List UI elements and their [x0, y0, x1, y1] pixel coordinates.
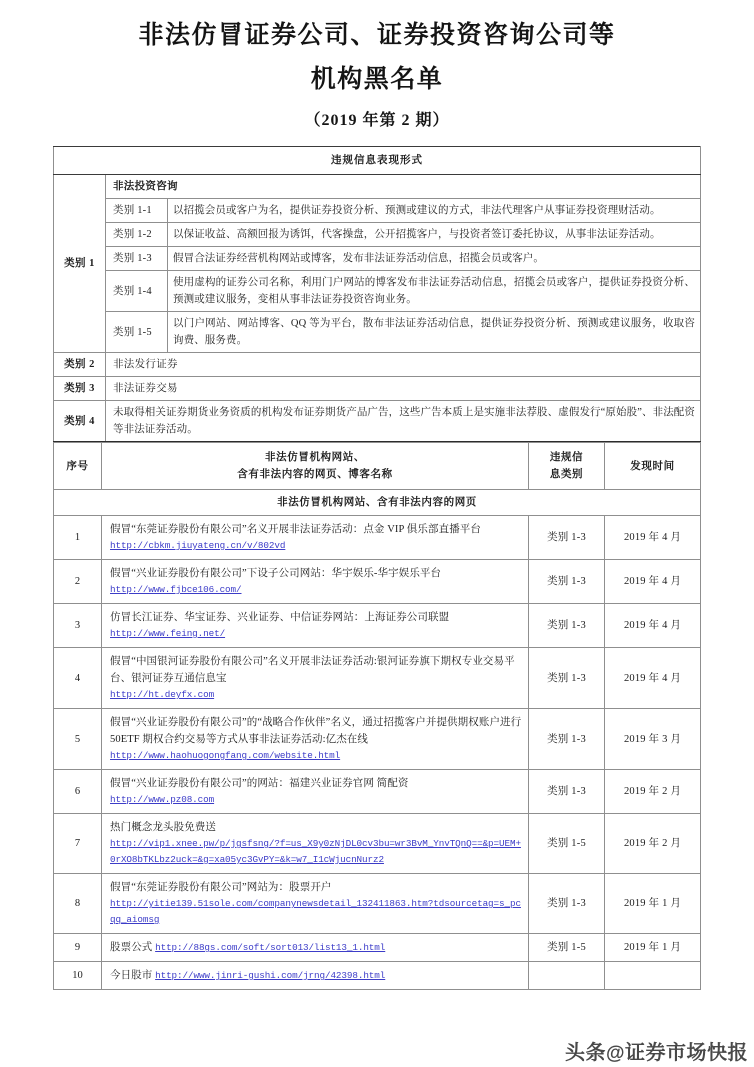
row-type: 类别 1-3 [529, 770, 605, 814]
column-header-date: 发现时间 [605, 443, 701, 490]
row-type [529, 962, 605, 990]
category-2-desc: 非法发行证券 [106, 353, 701, 377]
row-type: 类别 1-3 [529, 604, 605, 648]
table-row-band [54, 490, 701, 516]
row-site [102, 604, 529, 648]
category-4-label: 类别 4 [54, 401, 106, 442]
item-desc: 假冒合法证券经营机构网站或博客，发布非法证券活动信息，招揽会员或客户。 [168, 247, 701, 271]
row-date: 2019 年 4 月 [605, 648, 701, 709]
table-row [54, 648, 701, 709]
row-site-desc: 今日股市 [110, 970, 156, 981]
item-code: 类别 1-2 [106, 223, 168, 247]
row-date: 2019 年 2 月 [605, 770, 701, 814]
violation-form-table [53, 146, 701, 442]
column-header-no: 序号 [54, 443, 102, 490]
row-type: 类别 1-3 [529, 648, 605, 709]
table-row [54, 353, 701, 377]
category-2-label: 类别 2 [54, 353, 106, 377]
table-row [54, 401, 701, 442]
row-site [102, 934, 529, 962]
row-number: 10 [54, 962, 102, 990]
row-site [102, 709, 529, 770]
row-site [102, 962, 529, 990]
row-site-url[interactable]: http://88gs.com/soft/sort013/list13_1.html [155, 942, 386, 953]
table-row-header [54, 443, 701, 490]
row-site-desc: 仿冒长江证券、华宝证券、兴业证券、中信证券网站：上海证券公司联盟 [110, 612, 450, 623]
group-title-illegal-advisory: 非法投资咨询 [106, 175, 701, 199]
row-site-desc: 假冒“兴业证券股份有限公司”的网站：福建兴业证券官网 简配资 [110, 778, 409, 789]
row-site-url[interactable]: http://www.jinri-gushi.com/jrng/42398.html [155, 970, 386, 981]
column-header-site [102, 443, 529, 490]
row-site [102, 874, 529, 934]
row-site-url[interactable]: http://ht.deyfx.com [110, 689, 215, 700]
item-desc: 以门户网站、网站博客、QQ 等为平台，散布非法证券活动信息，提供证券投资分析、预测或建议服务，收取咨询费、服务费。 [168, 312, 701, 353]
violation-form-header: 违规信息表现形式 [54, 147, 701, 175]
row-site-desc: 假冒“东莞证券股份有限公司”网站为：股票开户 [110, 882, 332, 893]
item-code: 类别 1-3 [106, 247, 168, 271]
document-title-block [0, 0, 754, 140]
table-row [54, 377, 701, 401]
row-type: 类别 1-3 [529, 874, 605, 934]
row-site-desc: 假冒“兴业证券股份有限公司”下设子公司网站：华宇娱乐-华宇娱乐平台 [110, 568, 442, 579]
table-row [54, 312, 701, 353]
row-site-desc: 假冒“中国银河证券股份有限公司”名义开展非法证券活动:银河证券旗下期权专业交易平台、银河证券互通信息宝 [110, 656, 515, 684]
source-watermark [565, 1036, 748, 1065]
column-header-type-line-1: 违规信 [549, 452, 584, 463]
table-row-header [54, 147, 701, 175]
watermark-at-symbol: @ [605, 1043, 625, 1064]
page-title-line-2: 机构黑名单 [310, 66, 444, 93]
row-number: 1 [54, 516, 102, 560]
table-row [54, 271, 701, 312]
row-site-url[interactable]: http://www.fjbce106.com/ [110, 584, 242, 595]
row-number: 2 [54, 560, 102, 604]
row-number: 6 [54, 770, 102, 814]
row-date [605, 962, 701, 990]
row-number: 7 [54, 814, 102, 874]
item-code: 类别 1-5 [106, 312, 168, 353]
row-type: 类别 1-3 [529, 560, 605, 604]
item-desc: 以保证收益、高额回报为诱饵，代客操盘，公开招揽客户，与投资者签订委托协议，从事非法证券活动。 [168, 223, 701, 247]
row-type: 类别 1-3 [529, 516, 605, 560]
column-header-site-line-1: 非法仿冒机构网站、 [265, 452, 365, 463]
item-desc: 以招揽会员或客户为名，提供证券投资分析、预测或建议的方式，非法代理客户从事证券投资理财活动。 [168, 199, 701, 223]
item-code: 类别 1-4 [106, 271, 168, 312]
row-date: 2019 年 1 月 [605, 934, 701, 962]
row-site-url[interactable]: http://www.feing.net/ [110, 628, 226, 639]
row-site [102, 516, 529, 560]
table-row [54, 934, 701, 962]
table-row [54, 770, 701, 814]
row-date: 2019 年 4 月 [605, 560, 701, 604]
watermark-source: 证券市场快报 [625, 1042, 748, 1064]
table-row [54, 223, 701, 247]
table-row-group-title [54, 175, 701, 199]
row-number: 9 [54, 934, 102, 962]
row-site [102, 648, 529, 709]
table-row [54, 516, 701, 560]
watermark-prefix: 头条 [564, 1042, 606, 1064]
item-code: 类别 1-1 [106, 199, 168, 223]
row-site-url[interactable]: http://vip1.xnee.pw/p/jgsfsng/?f=us_X9y0zNjDL0cv3bu=wr3BvM_YnvTQnQ==&p=UEM+0rXO8bTKLbz2uck=&g=xa05yc3GvPY=&k=w7_I1cWjucnNurz2 [110, 838, 521, 865]
column-header-site-line-2: 含有非法内容的网页、博客名称 [237, 469, 393, 480]
row-date: 2019 年 4 月 [605, 516, 701, 560]
row-type: 类别 1-3 [529, 709, 605, 770]
row-type: 类别 1-5 [529, 814, 605, 874]
table-row [54, 709, 701, 770]
row-date: 2019 年 3 月 [605, 709, 701, 770]
row-number: 3 [54, 604, 102, 648]
row-site-desc: 股票公式 [110, 942, 156, 953]
row-site-url[interactable]: http://cbkm.jiuyateng.cn/v/802vd [110, 540, 286, 551]
category-3-label: 类别 3 [54, 377, 106, 401]
row-site [102, 814, 529, 874]
blacklist-table [53, 442, 701, 990]
row-site [102, 560, 529, 604]
row-number: 5 [54, 709, 102, 770]
column-header-type-line-2: 息类别 [549, 469, 584, 480]
item-desc: 使用虚构的证券公司名称，利用门户网站的博客发布非法证券活动信息，招揽会员或客户，提供证券投资分析、预测或建议服务，变相从事非法证券投资咨询业务。 [168, 271, 701, 312]
column-header-type [529, 443, 605, 490]
row-date: 2019 年 4 月 [605, 604, 701, 648]
table-row [54, 962, 701, 990]
table-row [54, 247, 701, 271]
category-1-label: 类别 1 [54, 175, 106, 353]
row-site-desc: 假冒“兴业证券股份有限公司”的“战略合作伙伴”名义，通过招揽客户并提供期权账户进行 50ETF 期权合约交易等方式从事非法证券活动:亿杰在线 [110, 717, 522, 745]
row-number: 4 [54, 648, 102, 709]
row-number: 8 [54, 874, 102, 934]
row-site-url[interactable]: http://www.pz08.com [110, 794, 215, 805]
row-site-desc: 假冒“东莞证券股份有限公司”名义开展非法证券活动：点金 VIP 俱乐部直播平台 [110, 524, 481, 535]
table-row [54, 874, 701, 934]
category-3-desc: 非法证券交易 [106, 377, 701, 401]
table-row [54, 814, 701, 874]
violation-form-table-wrap [53, 146, 701, 990]
category-4-desc: 未取得相关证券期货业务资质的机构发布证券期货产品广告，这些广告本质上是实施非法荐股、虚假发行“原始股”、非法配资等非法证券活动。 [106, 401, 701, 442]
row-date: 2019 年 2 月 [605, 814, 701, 874]
row-site-desc: 热门概念龙头股免费送 [110, 822, 216, 833]
table-row [54, 199, 701, 223]
section-band-label: 非法仿冒机构网站、含有非法内容的网页 [54, 490, 701, 516]
row-type: 类别 1-5 [529, 934, 605, 962]
page-subtitle: （2019 年第 2 期） [304, 112, 450, 129]
table-row [54, 604, 701, 648]
table-row [54, 560, 701, 604]
row-site [102, 770, 529, 814]
row-site-url[interactable]: http://yitie139.51sole.com/companynewsdetail_132411863.htm?tdsourcetag=s_pcqq_aiomsg [110, 898, 521, 925]
row-site-url[interactable]: http://www.haohuogongfang.com/website.html [110, 750, 341, 761]
page-title-line-1: 非法仿冒证券公司、证券投资咨询公司等 [138, 22, 616, 49]
row-date: 2019 年 1 月 [605, 874, 701, 934]
